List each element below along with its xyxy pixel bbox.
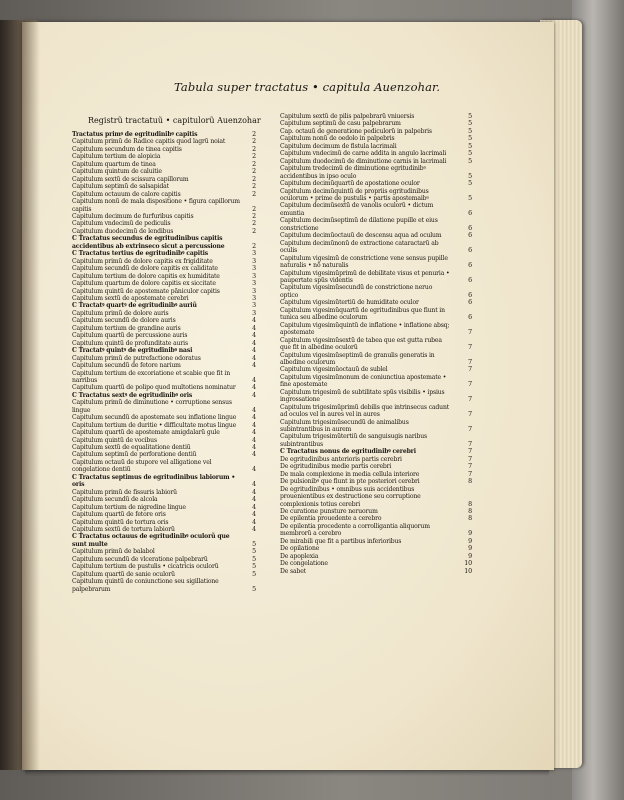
folio-number: 2 — [252, 145, 256, 153]
entry-title: Capitulum trigesimũtertiũ de sanguisugis naribus subintrantibus — [280, 433, 427, 448]
entry-title: Capitulum decimum de fistula lacrimali — [280, 142, 397, 150]
folio-number: 5 — [468, 142, 472, 150]
chapter-entry — [72, 459, 256, 474]
folio-number: 5 — [468, 135, 472, 143]
entry-title: Capitulum sextũ de tortura labiorũ — [72, 526, 175, 534]
folio-number: 7 — [468, 381, 472, 389]
chapter-entry — [72, 191, 256, 198]
entry-title: Capitulum octauum de calore capitis — [72, 190, 181, 198]
entry-title: Capitulum vigesimũquintũ de inflatione • inflatione absq; apostemate — [280, 321, 450, 337]
chapter-entry — [280, 560, 472, 568]
chapter-entry — [280, 150, 472, 158]
folio-number: 7 — [468, 329, 472, 337]
entry-title: Capitulum decimũoctauũ de descensu aqua ad oculum — [280, 232, 442, 240]
chapter-entry — [72, 138, 256, 145]
folio-number: 2 — [252, 205, 256, 213]
entry-title: Capitulum septimũ de perforatione dentiũ — [72, 451, 197, 459]
folio-number: 6 — [468, 247, 472, 255]
folio-number: 2 — [252, 190, 256, 198]
entry-title: Capitulum tertium de pustulis • cicatricis oculorũ — [72, 563, 219, 571]
chapter-entry — [72, 519, 256, 526]
entry-title: Capitulum vndecimũ de carne addita in angulo lacrimali — [280, 150, 447, 158]
folio-number: 2 — [252, 242, 256, 250]
folio-number: 4 — [252, 354, 256, 362]
folio-number: 2 — [252, 175, 256, 183]
chapter-entry — [72, 370, 256, 385]
folio-number: 7 — [468, 463, 472, 471]
folio-number: 7 — [468, 470, 472, 478]
tractatus-heading — [72, 347, 256, 354]
tractatus-heading — [280, 448, 472, 456]
chapter-entry — [280, 463, 472, 471]
entry-title: Capitulum primũ de dolore auris — [72, 309, 169, 317]
folio-number: 5 — [252, 540, 256, 548]
chapter-entry — [280, 269, 472, 285]
chapter-entry — [72, 340, 256, 347]
entry-title: Capitulum duodecimũ de lendibus — [72, 227, 174, 235]
entry-title: Capitulum vigesimũoctauũ de sublel — [280, 366, 388, 374]
chapter-entry — [280, 455, 472, 463]
entry-title: Capitulum decimũsextũ de vanolis oculorũ • dictum emuntia — [280, 202, 434, 217]
folio-number: 7 — [468, 358, 472, 366]
folio-number: 4 — [252, 511, 256, 519]
entry-title: Capitulum trigesimũprimũ debilis que intrinsecus cadunt ad oculos vel in aures vel in aures — [280, 403, 450, 419]
chapter-entry — [280, 366, 472, 374]
entry-title: Capitulum sextũ de pilis palpebrarũ vniuersis — [280, 113, 415, 120]
entry-title: De curatione punsture neruorum — [280, 508, 378, 516]
chapter-entry — [72, 332, 256, 339]
chapter-entry — [280, 299, 472, 307]
chapter-entry — [72, 526, 256, 533]
entry-title: Capitulum secundũ de alcola — [72, 496, 158, 504]
entry-title: Capitulum decimũquintũ de propriis egritudinibus oculorum • prime de pustulis • partis apostemaibꝰ — [280, 187, 429, 202]
folio-number: 5 — [468, 150, 472, 158]
entry-title: Capitulum decimũnonũ de extractione cataractarũ ab oculis — [280, 239, 439, 255]
chapter-entry — [280, 470, 472, 478]
chapter-entry — [72, 168, 256, 175]
page-title: Tabula super tractatus • capitula Auenzohar. — [174, 80, 441, 94]
folio-number: 7 — [468, 455, 472, 463]
folio-number: 5 — [252, 570, 256, 578]
chapter-entry — [72, 504, 256, 511]
page-bottom-shadow — [25, 770, 549, 776]
folio-number: 3 — [252, 302, 256, 310]
folio-number: 4 — [252, 488, 256, 496]
entry-title: Capitulum quartum de dolore capitis ex siccitate — [72, 280, 216, 288]
folio-number: 2 — [252, 138, 256, 146]
entry-title: Capitulum decimum de furfuribus capitis — [72, 212, 194, 220]
entry-title: C Tractatꝰ quartꝰ de egritudinibꝰ auriũ — [72, 302, 197, 310]
entry-title: De egritudinibus anterioris partis cerebri — [280, 455, 402, 463]
entry-title: De egritudinibus medie partis cerebri — [280, 463, 392, 471]
folio-number: 7 — [468, 366, 472, 374]
chapter-entry — [72, 280, 256, 287]
entry-title: Capitulum quartũ de fetore oris — [72, 511, 166, 519]
folio-number: 2 — [252, 131, 256, 138]
chapter-entry — [280, 239, 472, 255]
folio-number: 2 — [252, 183, 256, 191]
entry-title: Capitulum primũ de fissuris labiorũ — [72, 488, 177, 496]
entry-title: Capitulum vigesimũ de constrictione vene sensus pupille naturalis • nõ naturalis — [280, 254, 448, 270]
chapter-entry — [280, 202, 472, 217]
chapter-entry — [72, 384, 256, 391]
folio-number: 5 — [468, 113, 472, 120]
chapter-entry — [280, 180, 472, 188]
folio-number: 2 — [252, 153, 256, 161]
folio-number: 7 — [468, 448, 472, 456]
entry-title: Capitulum vndecimũ de pediculis — [72, 220, 171, 228]
folio-number: 7 — [468, 344, 472, 352]
entry-title: Capitulum quintũ de coniunctione seu sigillatione palpebrarum — [72, 578, 219, 593]
folio-number: 7 — [468, 396, 472, 404]
entry-title: Capitulum primũ de dolore capitis ex frigiditate — [72, 257, 213, 265]
tractatus-heading — [72, 250, 256, 257]
chapter-entry — [280, 552, 472, 560]
entry-title: Capitulum octauũ de stupore vel alligatione vel congelatione dentiũ — [72, 458, 212, 474]
folio-number: 6 — [468, 276, 472, 284]
chapter-entry — [72, 198, 256, 213]
folio-number: 3 — [252, 272, 256, 280]
chapter-entry — [280, 336, 472, 352]
folio-number: 4 — [252, 339, 256, 347]
entry-title: C Tractatus tertius de egritudinibꝰ capitis — [72, 250, 209, 258]
chapter-entry — [280, 485, 472, 508]
chapter-entry — [280, 284, 472, 299]
chapter-entry — [72, 451, 256, 458]
folio-number: 6 — [468, 232, 472, 240]
folio-number: 8 — [468, 500, 472, 508]
entry-title: Capitulum sextũ de equalitatione dentiũ — [72, 444, 191, 452]
entry-title: Capitulum quartũ de apostemate amigdalarũ gule — [72, 429, 220, 437]
entry-title: C Tractatꝰ quintꝰ de egritudinibꝰ nasi — [72, 347, 193, 355]
entry-title: Capitulum vigesimũsecundũ de constrictione neruo optico — [280, 284, 433, 299]
entry-title: C Tractatus octauus de egritudinibꝰ oculorũ que sunt multe — [72, 533, 230, 548]
entry-title: De epilentia prouedente a cerebro — [280, 515, 382, 523]
chapter-entry — [280, 508, 472, 516]
chapter-entry — [280, 373, 472, 389]
chapter-entry — [72, 295, 256, 302]
chapter-entry — [280, 306, 472, 322]
chapter-entry — [72, 153, 256, 160]
entry-title: Capitulum decimũseptimũ de dilatione pupille et eius constrictione — [280, 217, 438, 232]
folio-number: 4 — [252, 518, 256, 526]
entry-title: Capitulum tertium de alopicia — [72, 153, 161, 161]
chapter-entry — [280, 120, 472, 128]
entry-title: Capitulum quintũ de profunditate auris — [72, 339, 188, 347]
chapter-entry — [72, 511, 256, 518]
folio-number: 6 — [468, 209, 472, 217]
folio-number: 3 — [252, 294, 256, 302]
chapter-entry — [72, 362, 256, 369]
chapter-entry — [72, 437, 256, 444]
folio-number: 2 — [252, 220, 256, 228]
chapter-entry — [280, 232, 472, 240]
entry-title: De pulsionibꝰ que fiunt in pte posteriori cerebri — [280, 478, 420, 486]
entry-title: De apoplexia — [280, 552, 319, 560]
entry-title: Capitulum vigesimũquartũ de egritudinibus que fiunt in tunica seu albedine oculorum — [280, 306, 445, 322]
folio-number: 4 — [252, 436, 256, 444]
folio-number: 5 — [468, 194, 472, 202]
chapter-entry — [72, 258, 256, 265]
tractatus-heading — [72, 474, 256, 489]
chapter-entry — [72, 429, 256, 436]
entry-title: De mala complexione in media cellula interiore — [280, 470, 420, 478]
chapter-entry — [72, 422, 256, 429]
right-index-column — [280, 113, 472, 575]
entry-title: Capitulum secundum de tinea capitis — [72, 145, 182, 153]
chapter-entry — [280, 127, 472, 135]
folio-number: 2 — [252, 168, 256, 176]
chapter-entry — [280, 254, 472, 270]
page-gutter-shadow — [22, 22, 40, 770]
folio-number: 5 — [468, 157, 472, 165]
chapter-entry — [280, 157, 472, 165]
chapter-entry — [280, 545, 472, 553]
folio-number: 7 — [468, 440, 472, 448]
chapter-entry — [72, 556, 256, 563]
chapter-entry — [72, 228, 256, 235]
entry-title: Capitulum nonũ de mala dispositione • figura capillorum capitis — [72, 198, 240, 213]
entry-title: Capitulum septimũ de casu palpebrarum — [280, 120, 401, 128]
folio-number: 4 — [252, 391, 256, 399]
folio-number: 4 — [252, 414, 256, 422]
chapter-entry — [72, 444, 256, 451]
folio-number: 4 — [252, 324, 256, 332]
entry-title: C Tractatus secundus de egritudinibus capitis accidentibus ab extrinseco sicut a percussione — [72, 235, 225, 250]
folio-number: 4 — [252, 406, 256, 414]
chapter-entry — [72, 183, 256, 190]
folio-number: 4 — [252, 451, 256, 459]
chapter-entry — [280, 217, 472, 232]
entry-title: Capitulum trigesimũ de subtilitate spũs visibilis • ipsius ingrossatione — [280, 388, 445, 404]
entry-title: De congelatione — [280, 560, 328, 568]
entry-title: Capitulum tredecimũ de diminutione egritudinibꝰ accidentibus in ipso oculo — [280, 165, 426, 180]
left-index-column — [72, 131, 256, 593]
chapter-entry — [72, 220, 256, 227]
entry-title: Capitulum quartũ de polipo quod multotiens nominatur — [72, 384, 236, 392]
folio-number: 3 — [252, 250, 256, 258]
chapter-entry — [280, 478, 472, 486]
folio-number: 3 — [252, 265, 256, 273]
chapter-entry — [72, 578, 256, 593]
folio-number: 4 — [252, 332, 256, 340]
entry-title: Capitulum primũ de putrefactione odoratus — [72, 354, 201, 362]
folio-number: 9 — [468, 530, 472, 538]
folio-number: 2 — [252, 212, 256, 220]
chapter-entry — [72, 489, 256, 496]
entry-title: Capitulum secundũ de apostemate seu inflatione lingue — [72, 414, 237, 422]
entry-title: De epilentia procedente a corrolligantia aliquorum membrorũ a cerebro — [280, 522, 430, 538]
chapter-entry — [280, 418, 472, 434]
folio-number: 3 — [252, 280, 256, 288]
folio-number: 6 — [468, 224, 472, 232]
chapter-entry — [280, 351, 472, 367]
entry-title: Capitulum duodecimũ de diminutione carnis in lacrimali — [280, 157, 447, 165]
entry-title: Capitulum vigesimũprimũ de debilitate visus et penuria • paupertate spũs videntis — [280, 269, 450, 284]
folio-number: 4 — [252, 384, 256, 392]
chapter-entry — [72, 161, 256, 168]
folio-number: 8 — [468, 515, 472, 523]
chapter-entry — [280, 142, 472, 150]
entry-title: Cap. octauũ de generatione pediculorũ in palpebris — [280, 127, 432, 135]
tractatus-heading — [72, 235, 256, 250]
chapter-entry — [280, 433, 472, 448]
entry-title: Capitulum tertium de grandine auris — [72, 324, 181, 332]
folio-number: 2 — [252, 160, 256, 168]
chapter-entry — [280, 187, 472, 203]
folio-number: 4 — [252, 466, 256, 474]
folio-number: 7 — [468, 411, 472, 419]
folio-number: 9 — [468, 537, 472, 545]
folio-number: 5 — [468, 127, 472, 135]
chapter-entry — [72, 414, 256, 421]
folio-number: 9 — [468, 545, 472, 553]
folio-number: 7 — [468, 426, 472, 434]
entry-title: Capitulum primũ de balabol — [72, 548, 155, 556]
chapter-entry — [280, 537, 472, 545]
chapter-entry — [280, 135, 472, 143]
entry-title: Capitulum vigesimũseptimũ de granulis generatis in albedine oculorum — [280, 351, 435, 366]
register-heading: Registrũ tractatuũ • capitulorũ Auenzohar — [88, 116, 261, 125]
chapter-entry — [72, 213, 256, 220]
chapter-entry — [280, 321, 472, 337]
entry-title: Capitulum nonũ de oedolo in palpebris — [280, 135, 395, 143]
entry-title: Capitulum vigesimũtertiũ de humiditate oculor — [280, 299, 419, 307]
folio-number: 9 — [468, 552, 472, 560]
entry-title: Capitulum septimũ de salsapidat — [72, 183, 169, 191]
folio-number: 10 — [464, 560, 472, 568]
entry-title: C Tractatus sextꝰ de egritudinibꝰ oris — [72, 391, 193, 399]
folio-number: 4 — [252, 496, 256, 504]
folio-number: 6 — [468, 299, 472, 307]
folio-number: 5 — [252, 563, 256, 571]
chapter-entry — [280, 165, 472, 180]
tractatus-heading — [72, 131, 256, 138]
folio-number: 6 — [468, 291, 472, 299]
chapter-entry — [72, 325, 256, 332]
entry-title: Capitulum quintũ de vocibus — [72, 436, 157, 444]
chapter-entry — [280, 522, 472, 538]
chapter-entry — [280, 403, 472, 419]
chapter-entry — [72, 548, 256, 555]
tractatus-heading — [72, 533, 256, 548]
folio-number: 5 — [468, 172, 472, 180]
entry-title: Capitulum decimũquartũ de apostatione oculor — [280, 180, 420, 188]
entry-title: Capitulum secundũ de vlceratione palpebrarũ — [72, 555, 208, 563]
chapter-entry — [72, 399, 256, 414]
folio-number: 3 — [252, 287, 256, 295]
chapter-entry — [280, 113, 472, 120]
folio-number: 6 — [468, 262, 472, 270]
entry-title: Capitulum sextũ de scissura capillorum — [72, 175, 189, 183]
chapter-entry — [72, 288, 256, 295]
entry-title: Capitulum sextũ de apostemate cerebri — [72, 294, 189, 302]
entry-title: Capitulum quartum de tinea — [72, 160, 156, 168]
entry-title: Capitulum tertium de nigredine lingue — [72, 503, 186, 511]
folio-number: 5 — [468, 120, 472, 128]
entry-title: Capitulum primũ de Radice capitis quod lagrũ noiat — [72, 138, 226, 146]
chapter-entry — [72, 273, 256, 280]
entry-title: De mirabili que fit a partibus inferioribus — [280, 537, 402, 545]
folio-number: 4 — [252, 362, 256, 370]
entry-title: Capitulum quartũ de sanie oculorũ — [72, 570, 175, 578]
folio-number: 8 — [468, 508, 472, 516]
folio-number: 4 — [252, 526, 256, 534]
entry-title: De sabet — [280, 567, 306, 575]
chapter-entry — [72, 563, 256, 570]
folio-number: 5 — [252, 555, 256, 563]
entry-title: Capitulum primũ de diminutione • corruptione sensus lingue — [72, 399, 232, 414]
entry-title: Capitulum trigesimũsecundũ de animalibus subintrantibus in aurem — [280, 418, 409, 434]
entry-title: Capitulum quintũ de apostemate pãniculor capitis — [72, 287, 220, 295]
folio-number: 4 — [252, 317, 256, 325]
folio-number: 8 — [468, 478, 472, 486]
tractatus-heading — [72, 392, 256, 399]
chapter-entry — [72, 176, 256, 183]
entry-title: Capitulum secundũ de fetore narium — [72, 362, 181, 370]
chapter-entry — [280, 388, 472, 404]
chapter-entry — [72, 571, 256, 578]
entry-title: Capitulum quintũ de tortura oris — [72, 518, 169, 526]
entry-title: Capitulum quartũ de percussione auris — [72, 332, 188, 340]
entry-title: Capitulum tertium de duritie • difficultate motus lingue — [72, 421, 237, 429]
folio-number: 2 — [252, 227, 256, 235]
chapter-entry — [72, 265, 256, 272]
entry-title: Capitulum vigesimũnonum de coniunctiua apostemate • fine apostemate — [280, 373, 447, 389]
entry-title: Capitulum tertium de excoriatione et scabie que fit in narribus — [72, 369, 231, 384]
chapter-entry — [72, 310, 256, 317]
entry-title: De opilatione — [280, 545, 320, 553]
entry-title: Capitulum vigesimũsextũ de tabea que est gutta rubea que fit in albedine oculorũ — [280, 336, 442, 352]
entry-title: Capitulum quintum de caluitie — [72, 168, 162, 176]
entry-title: Capitulum tertium de dolore capitis ex humiditate — [72, 272, 220, 280]
chapter-entry — [72, 317, 256, 324]
folio-number: 4 — [252, 444, 256, 452]
chapter-entry — [72, 496, 256, 503]
folio-number: 4 — [252, 503, 256, 511]
folio-number: 6 — [468, 314, 472, 322]
entry-title: Capitulum secundũ de dolore auris — [72, 317, 176, 325]
folio-number: 10 — [464, 567, 472, 575]
entry-title: De egritudinibus • omnibus suis accidentibus prouenientibus ex destructione seu corruptione complexionis totius cerebri — [280, 485, 421, 508]
entry-title: C Tractatus septimus de egritudinibus labiorum • oris — [72, 473, 236, 489]
chapter-entry — [280, 567, 472, 575]
folio-number: 3 — [252, 257, 256, 265]
entry-title: Capitulum secundũ de dolore capitis ex caliditate — [72, 265, 218, 273]
chapter-entry — [280, 515, 472, 523]
folio-number: 5 — [468, 180, 472, 188]
chapter-entry — [72, 355, 256, 362]
entry-title: Tractatus primꝰ de egritudinibꝰ capitis — [72, 131, 198, 138]
folio-number: 4 — [252, 421, 256, 429]
folio-number: 5 — [252, 585, 256, 593]
tractatus-heading — [72, 302, 256, 309]
folio-number: 3 — [252, 309, 256, 317]
folio-number: 5 — [252, 548, 256, 556]
chapter-entry — [72, 146, 256, 153]
entry-title: C Tractatus nonus de egritudinibꝰ cerebri — [280, 448, 416, 456]
folio-number: 4 — [252, 376, 256, 384]
folio-number: 4 — [252, 481, 256, 489]
folio-number: 4 — [252, 429, 256, 437]
folio-number: 4 — [252, 347, 256, 355]
